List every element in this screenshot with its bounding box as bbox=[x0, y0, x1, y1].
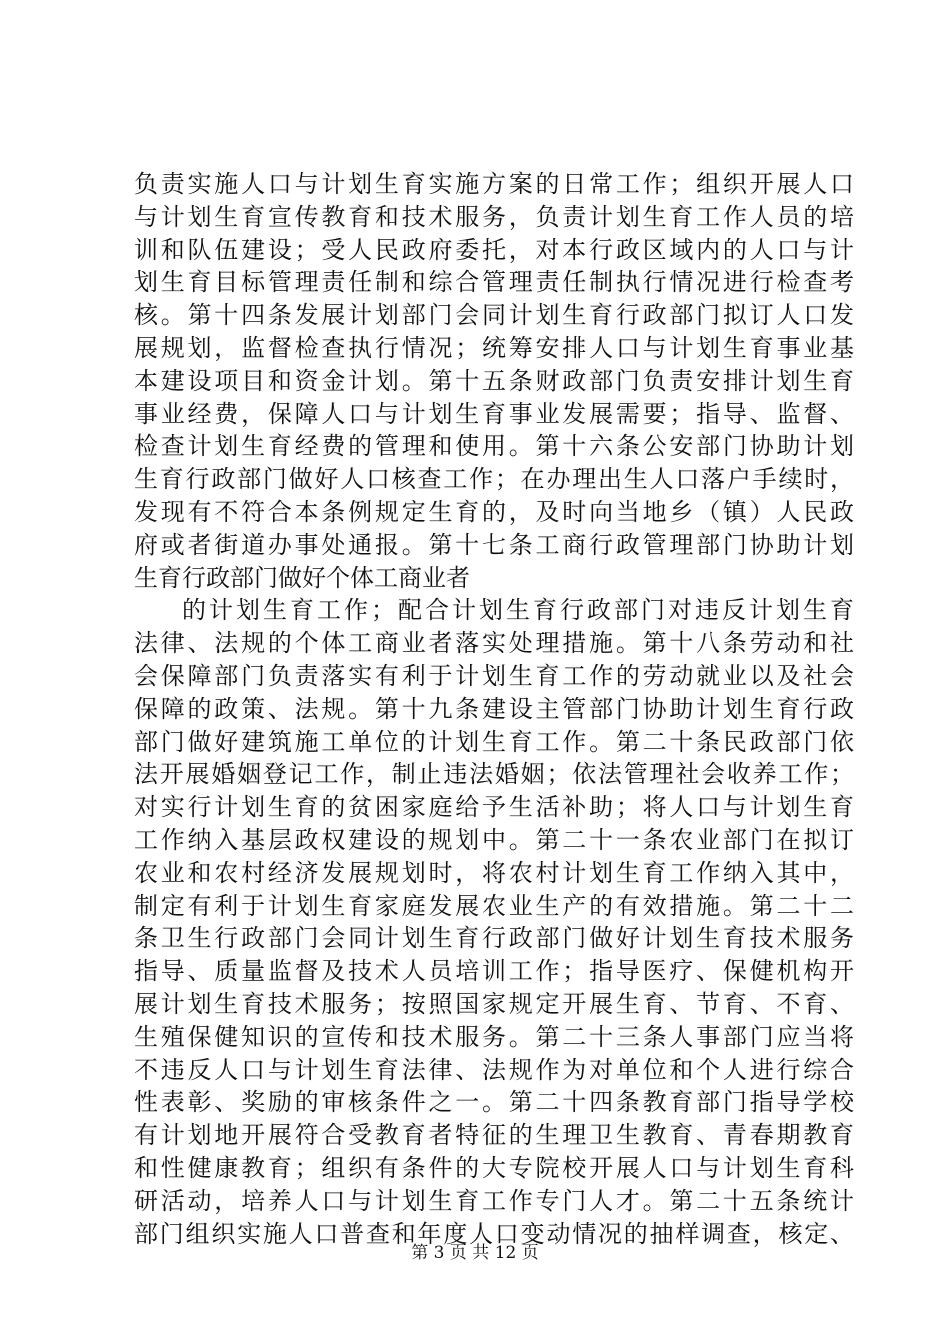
text-line: 检查计划生育经费的管理和使用。第十六条公安部门协助计划 bbox=[134, 432, 854, 461]
text-line: 对实行计划生育的贫困家庭给予生活补助；将人口与计划生育 bbox=[134, 793, 854, 822]
text-line: 工作纳入基层政权建设的规划中。第二十一条农业部门在拟订 bbox=[134, 825, 854, 854]
text-line: 发现有不符合本条例规定生育的，及时向当地乡（镇）人民政 bbox=[134, 497, 854, 526]
text-line-indented: 的计划生育工作；配合计划生育行政部门对违反计划生育 bbox=[182, 596, 854, 625]
text-line: 和性健康教育；组织有条件的大专院校开展人口与计划生育科 bbox=[134, 1153, 854, 1182]
text-line: 农业和农村经济发展规划时，将农村计划生育工作纳入其中， bbox=[134, 858, 854, 887]
text-line: 指导、质量监督及技术人员培训工作；指导医疗、保健机构开 bbox=[134, 957, 854, 986]
text-line: 研活动，培养人口与计划生育工作专门人才。第二十五条统计 bbox=[134, 1186, 854, 1215]
text-line: 制定有利于计划生育家庭发展农业生产的有效措施。第二十二 bbox=[134, 891, 854, 920]
text-line: 有计划地开展符合受教育者特征的生理卫生教育、青春期教育 bbox=[134, 1121, 854, 1150]
text-line: 划生育目标管理责任制和综合管理责任制执行情况进行检查考 bbox=[134, 268, 854, 297]
text-line: 条卫生行政部门会同计划生育行政部门做好计划生育技术服务 bbox=[134, 924, 854, 953]
text-line: 生育行政部门做好人口核查工作；在办理出生人口落户手续时， bbox=[134, 465, 854, 494]
text-line: 性表彰、奖励的审核条件之一。第二十四条教育部门指导学校 bbox=[134, 1088, 854, 1117]
text-line: 法开展婚姻登记工作，制止违法婚姻；依法管理社会收养工作； bbox=[134, 760, 854, 789]
text-line: 法律、法规的个体工商业者落实处理措施。第十八条劳动和社 bbox=[134, 629, 854, 658]
text-line: 与计划生育宣传教育和技术服务，负责计划生育工作人员的培 bbox=[134, 202, 854, 231]
text-line: 部门组织实施人口普查和年度人口变动情况的抽样调查，核定、 bbox=[134, 1219, 854, 1248]
text-line: 会保障部门负责落实有利于计划生育工作的劳动就业以及社会 bbox=[134, 661, 854, 690]
body-text bbox=[134, 168, 854, 1250]
page-number-footer: 第 3 页 共 12 页 bbox=[411, 1243, 539, 1263]
text-line: 负责实施人口与计划生育实施方案的日常工作；组织开展人口 bbox=[134, 170, 854, 198]
text-line: 生殖保健知识的宣传和技术服务。第二十三条人事部门应当将 bbox=[134, 1022, 854, 1051]
text-line: 展计划生育技术服务；按照国家规定开展生育、节育、不育、 bbox=[134, 989, 854, 1018]
text-line: 不违反人口与计划生育法律、法规作为对单位和个人进行综合 bbox=[134, 1055, 854, 1084]
text-line: 府或者街道办事处通报。第十七条工商行政管理部门协助计划 bbox=[134, 530, 854, 559]
text-line: 生育行政部门做好个体工商业者 bbox=[134, 563, 470, 592]
text-line: 部门做好建筑施工单位的计划生育工作。第二十条民政部门依 bbox=[134, 727, 854, 756]
text-line: 保障的政策、法规。第十九条建设主管部门协助计划生育行政 bbox=[134, 694, 854, 723]
text-line: 训和队伍建设；受人民政府委托，对本行政区域内的人口与计 bbox=[134, 235, 854, 264]
text-line: 事业经费，保障人口与计划生育事业发展需要；指导、监督、 bbox=[134, 399, 854, 428]
text-line: 核。第十四条发展计划部门会同计划生育行政部门拟订人口发 bbox=[134, 301, 854, 330]
text-line: 展规划，监督检查执行情况；统筹安排人口与计划生育事业基 bbox=[134, 333, 854, 362]
text-line: 本建设项目和资金计划。第十五条财政部门负责安排计划生育 bbox=[134, 366, 854, 395]
